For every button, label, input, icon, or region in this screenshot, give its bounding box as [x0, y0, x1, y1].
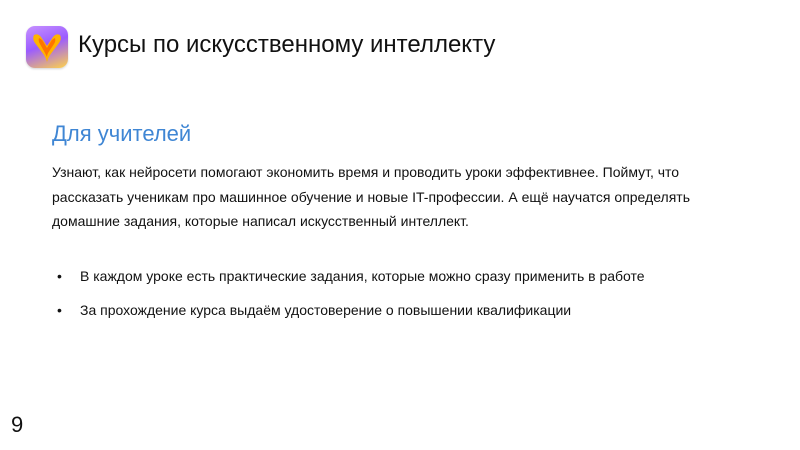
list-item — [52, 298, 752, 322]
section-title: Для учителей — [52, 121, 192, 146]
bullet-dot-icon: • — [57, 268, 62, 284]
list-item-text: В каждом уроке есть практические задания, которые можно сразу применить в работе — [80, 268, 645, 284]
section-description: Узнают, как нейросети помогают экономить время и проводить уроки эффективнее. Поймут, что рассказать ученикам про машинное обучение и новые IT-профессии. А ещё научатся определять домашние задания, которые написал искусственный интеллект. — [52, 164, 690, 229]
list-item-text: За прохождение курса выдаём удостоверение о повышении квалификации — [80, 302, 572, 318]
bullet-list — [52, 264, 752, 332]
page-title: Курсы по искусственному интеллекту — [78, 31, 496, 58]
list-item — [52, 264, 752, 288]
page-number: 9 — [11, 412, 24, 437]
bullet-dot-icon: • — [57, 302, 62, 318]
yandex-education-logo-icon — [26, 26, 68, 68]
